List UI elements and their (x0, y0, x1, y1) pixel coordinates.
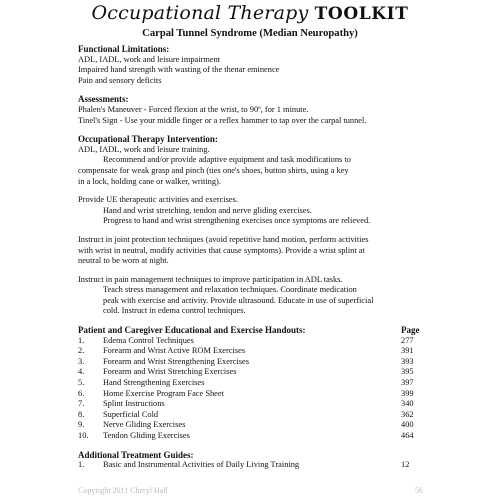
item-number: 1. (78, 335, 85, 345)
intervention-block-exercises (78, 195, 423, 227)
list-item (78, 460, 423, 471)
additional-guides-section (78, 450, 423, 471)
copyright-text: Copyright 2011 Cheryl Hall (78, 486, 168, 495)
item-page-number: 399 (401, 388, 414, 398)
intervention-detail: Hand and wrist stretching, tendon and nerve gliding exercises. (103, 205, 312, 215)
limitation-line: ADL, IADL, work and leisure impairment (78, 54, 221, 64)
document-title: Carpal Tunnel Syndrome (Median Neuropathy) (142, 28, 358, 39)
intervention-detail: Instruct in joint protection techniques (avoid repetitive hand motion, perform activities (78, 234, 369, 244)
list-item (78, 367, 423, 378)
item-title: Hand Strengthening Exercises (103, 378, 205, 388)
intervention-block-joint-protection (78, 235, 423, 267)
item-number: 2. (78, 346, 85, 356)
additional-guides-list (78, 460, 423, 471)
item-page-number: 362 (401, 409, 414, 419)
item-page-number: 400 (401, 420, 414, 430)
page-number: 56 (415, 486, 423, 495)
item-title: Nerve Gliding Exercises (103, 420, 186, 430)
item-title: Forearm and Wrist Stretching Exercises (103, 367, 237, 377)
handouts-header-row (78, 325, 423, 336)
additional-guides-heading: Additional Treatment Guides: (78, 449, 194, 460)
intervention-detail: cold. Instruct in edema control techniques. (103, 306, 246, 316)
item-number: 8. (78, 409, 85, 419)
intervention-detail: compensate for weak grasp and pinch (ties one's shoes, button shirts, using a key (78, 165, 349, 175)
intervention-section (78, 134, 423, 317)
list-item (78, 399, 423, 410)
item-title: Home Exercise Program Face Sheet (103, 388, 224, 398)
intervention-lead: Provide UE therapeutic activities and exercises. (78, 195, 238, 205)
item-number: 4. (78, 367, 85, 377)
intervention-heading: Occupational Therapy Intervention: (78, 134, 218, 145)
intervention-detail: Teach stress management and relaxation techniques. Coordinate medication (103, 285, 357, 295)
assessments-heading: Assessments: (78, 94, 129, 105)
item-number: 3. (78, 356, 85, 366)
item-title: Splint Instructions (103, 399, 165, 409)
page-footer (78, 486, 423, 496)
item-number: 7. (78, 399, 85, 409)
list-item (78, 357, 423, 368)
item-page-number: 397 (401, 378, 414, 388)
intervention-block-pain-management (78, 275, 423, 317)
list-item (78, 336, 423, 347)
item-page-number: 464 (401, 431, 414, 440)
handouts-section (78, 325, 423, 442)
handouts-list (78, 336, 423, 442)
list-item (78, 389, 423, 400)
intervention-block-adl (78, 145, 423, 187)
list-item (78, 346, 423, 357)
item-number: 6. (78, 388, 85, 398)
functional-limitations-section (78, 44, 423, 86)
item-number: 10. (78, 431, 89, 440)
list-item (78, 378, 423, 389)
toolkit-title-caps: TOOLKIT (314, 4, 409, 24)
toolkit-header (0, 2, 500, 25)
item-title: Edema Control Techniques (103, 335, 194, 345)
handouts-heading: Patient and Caregiver Educational and Exercise Handouts: (78, 325, 306, 336)
item-title: Forearm and Wrist Strengthening Exercises (103, 356, 250, 366)
item-page-number: 277 (401, 335, 414, 345)
intervention-detail: peak with exercise and activity. Provide ultrasound. Educate in use of superficial (103, 295, 374, 305)
list-item (78, 431, 423, 442)
item-page-number: 393 (401, 356, 414, 366)
item-number: 1. (78, 460, 85, 470)
assessment-line: Phalen's Maneuver - Forced flexion at the wrist, to 90º, for 1 minute. (78, 104, 309, 114)
toolkit-title: Occupational Therapy (91, 2, 315, 24)
document-body (78, 44, 423, 471)
item-title: Superficial Cold (103, 409, 159, 419)
item-page-number: 391 (401, 346, 414, 356)
intervention-detail: Progress to hand and wrist strengthening exercises once symptoms are relieved. (103, 216, 371, 226)
intervention-lead: Instruct in pain management techniques to improve participation in ADL tasks. (78, 274, 343, 284)
intervention-detail: Recommend and/or provide adaptive equipment and task modifications to (103, 155, 351, 165)
assessments-section (78, 94, 423, 126)
item-title: Tendon Gliding Exercises (103, 431, 190, 440)
intervention-detail: with wrist in neutral, modify activities that cause symptoms). Provide a wrist splint at (78, 245, 365, 255)
assessment-line: Tinel's Sign - Use your middle finger or a reflex hammer to tap over the carpal tunnel. (78, 115, 367, 125)
intervention-detail: in a lock, holding cane or walker, writing). (78, 176, 221, 186)
item-title: Basic and Instrumental Activities of Daily Living Training (103, 460, 300, 470)
functional-limitations-heading: Functional Limitations: (78, 44, 170, 54)
item-number: 5. (78, 378, 85, 388)
page-column-heading: Page (401, 325, 420, 336)
limitation-line: Pain and sensory deficits (78, 75, 162, 85)
item-page-number: 395 (401, 367, 414, 377)
limitation-line: Impaired hand strength with wasting of the thenar eminence (78, 65, 280, 75)
intervention-lead: ADL, IADL, work and leisure training. (78, 144, 210, 154)
item-page-number: 12 (401, 460, 410, 470)
item-number: 9. (78, 420, 85, 430)
item-title: Forearm and Wrist Active ROM Exercises (103, 346, 246, 356)
list-item (78, 420, 423, 431)
intervention-detail: neutral to be worn at night. (78, 256, 169, 266)
item-page-number: 340 (401, 399, 414, 409)
list-item (78, 410, 423, 421)
